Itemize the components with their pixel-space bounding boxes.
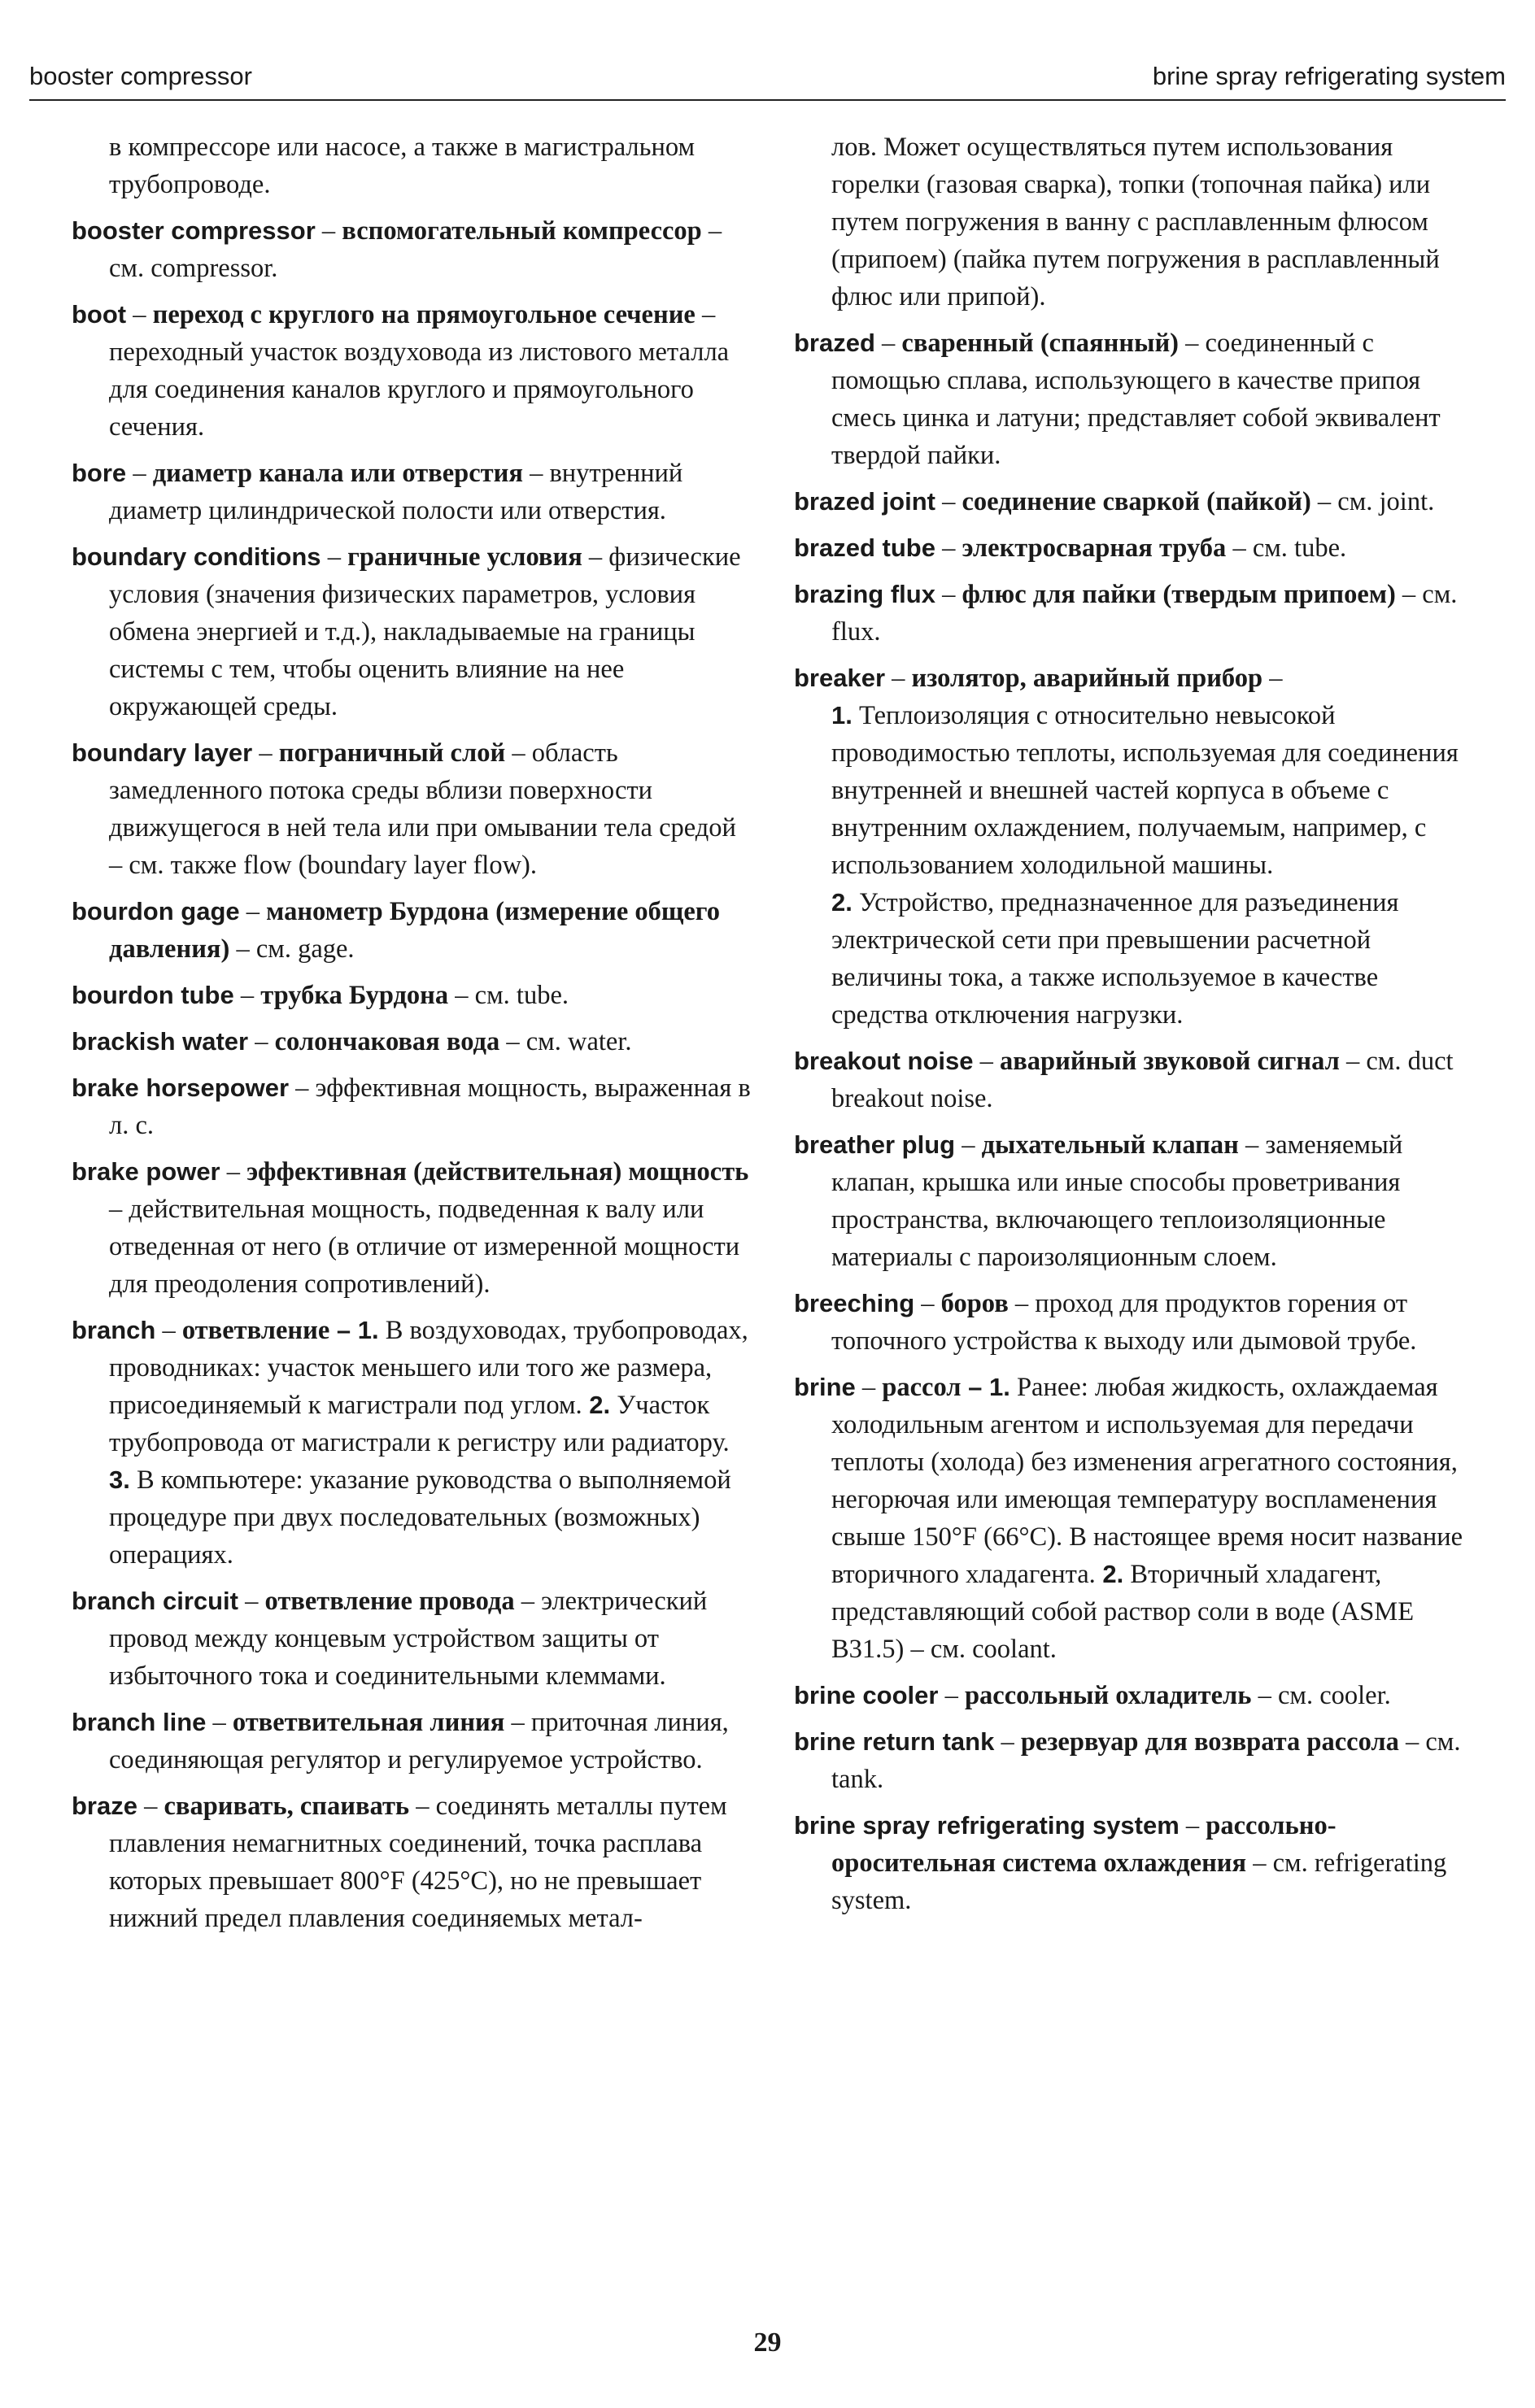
entry-definition: – соединять металлы путем плавления немагнитных соединений, точка расплава которых превышает 800°F (425°C), но не превышает нижний предел плавления соединяемых метал- (109, 1792, 727, 1933)
entry-translation: сваривать, спаивать (164, 1792, 410, 1821)
entry-term: brazed (794, 329, 875, 357)
entry-translation: ответвление провода (264, 1587, 515, 1616)
entry-separator: – (252, 738, 279, 768)
entry-term: bourdon tube (72, 981, 234, 1009)
entry-term: braze (72, 1792, 137, 1820)
dictionary-entry (72, 1787, 755, 1937)
entry-term: brackish water (72, 1027, 249, 1056)
entry-definition: – см. refrigerating system. (831, 1848, 1447, 1915)
entry-separator: – (994, 1727, 1021, 1757)
sense-number: 3. (109, 1465, 130, 1494)
entry-separator: – (315, 216, 342, 246)
entry-separator: – (935, 533, 962, 563)
entry-separator: – (126, 300, 153, 329)
entry-translation: граничные условия (347, 542, 582, 572)
entry-translation: резервуар для возврата рассола (1020, 1727, 1399, 1757)
dictionary-entry (794, 660, 1477, 1034)
entry-translation: дыхательный клапан (981, 1130, 1239, 1160)
entry-term: boot (72, 300, 127, 329)
entry-translation: флюс для пайки (твердым припоем) (962, 580, 1396, 609)
entry-separator: – (155, 1316, 182, 1345)
dictionary-entry (794, 324, 1477, 474)
entry-separator: – (1179, 1811, 1206, 1840)
entry-translation: ответвление (181, 1316, 330, 1345)
dictionary-entry (72, 893, 755, 968)
entry-translation: ответвительная линия (232, 1708, 505, 1737)
dictionary-entry (794, 1677, 1477, 1714)
dictionary-entry (794, 1043, 1477, 1117)
sense-text: Теплоизоляция с относительно невысокой проводимостью теплоты, используемая для соединения внутренней и внешней частей корпуса в объеме с внутренним охлаждением, получаемым, например, с использованием холодильной машины. (831, 701, 1459, 880)
running-head-right: brine spray refrigerating system (1152, 62, 1506, 90)
entry-translation: боров (940, 1289, 1009, 1318)
entry-term: brine spray refrigerating system (794, 1811, 1180, 1840)
entry-translation: эффективная (действительная) мощность (246, 1157, 749, 1187)
sense-number: – 1. (961, 1373, 1010, 1401)
dictionary-entry (794, 483, 1477, 520)
entry-separator: – (914, 1289, 941, 1318)
entry-translation: соединение сваркой (пайкой) (962, 487, 1311, 516)
entry-translation: солончаковая вода (274, 1027, 500, 1056)
entry-separator: – (935, 487, 962, 516)
dictionary-entry (72, 1069, 755, 1144)
right-column (794, 128, 1477, 1928)
entry-definition: – действительная мощность, подведенная к валу или отведенная от него (в отличие от измеренной мощности для преодоления сопротивлений). (109, 1195, 740, 1299)
entry-definition: – физические условия (значения физических параметров, условия обмена энергией и т.д.), накладываемые на границы системы с тем, чтобы оценить влияние на нее окружающей среды. (109, 542, 741, 721)
entry-definition: – заменяемый клапан, крышка или иные способы проветривания пространства, включающего теплоизоляционные материалы с пароизоляционным слоем. (831, 1130, 1403, 1272)
entry-definition: – см. joint. (1310, 487, 1435, 516)
entry-translation: рассол (882, 1373, 962, 1402)
entry-separator: – (248, 1027, 275, 1056)
entry-definition: – см. water. (499, 1027, 632, 1056)
dictionary-entry (72, 734, 755, 884)
entry-term: brine (794, 1373, 856, 1401)
sense-text: В воздуховодах, трубопроводах, проводниках: участок меньшего или того же размера, присоединяемый к магистрали под углом. (109, 1316, 748, 1420)
entry-definition: – проход для продуктов горения от топочного устройства к выходу или дымовой трубе. (831, 1289, 1417, 1356)
entry-term: brake horsepower (72, 1073, 290, 1102)
entry-definition: – электрический провод между концевым устройством защиты от избыточного тока и соединительными клеммами. (109, 1587, 708, 1691)
running-head-left: booster compressor (29, 62, 252, 90)
dictionary-entry (72, 1583, 755, 1695)
dictionary-entry (794, 1723, 1477, 1798)
entry-translation: электросварная труба (962, 533, 1227, 563)
dictionary-entry (72, 1153, 755, 1303)
sense-text: Вторичный хладагент, представляющий собой раствор соли в воде (ASME B31.5) – см. coolant. (831, 1560, 1415, 1664)
dictionary-entry (72, 1312, 755, 1574)
entry-separator: – (137, 1792, 164, 1821)
entry-term: bourdon gage (72, 897, 240, 925)
entry-term: branch line (72, 1708, 207, 1736)
dictionary-entry (72, 538, 755, 725)
entry-separator: – (955, 1130, 982, 1160)
entry-separator: – (126, 459, 153, 488)
entry-definition: эффективная мощность, выраженная в л. с. (109, 1073, 751, 1140)
entry-term: breather plug (794, 1130, 956, 1159)
sense-number: 2. (831, 888, 853, 917)
entry-definition: – см. tube. (448, 981, 569, 1010)
entry-definition: – см. cooler. (1251, 1681, 1391, 1710)
dictionary-entry (794, 1369, 1477, 1668)
entry-definition: – см. flux. (831, 580, 1458, 647)
entry-definition: – см. tank. (831, 1727, 1461, 1794)
dictionary-entry (794, 529, 1477, 567)
entry-translation: вспомогательный компрессор (342, 216, 702, 246)
entry-term: booster compressor (72, 216, 316, 245)
entry-separator: – (233, 981, 261, 1010)
entry-separator: – (938, 1681, 965, 1710)
header-rule (29, 99, 1506, 101)
sense-text: Ранее: любая жидкость, охлаждаемая холодильным агентом и используемая для передачи теплоты (холода) без изменения агрегатного состояния, негорючая или имеющая температуру воспламенения свыше 150°F (66°C). В настоящее время носит название вторичного хладагента. (831, 1373, 1463, 1589)
entry-translation: диаметр канала или отверстия (152, 459, 523, 488)
entry-term: brazing flux (794, 580, 935, 608)
entry-definition: – см. duct breakout noise. (831, 1047, 1454, 1113)
entry-term: brake power (72, 1157, 220, 1186)
sense-number: 2. (582, 1391, 611, 1419)
dictionary-entry (72, 1023, 755, 1060)
entry-term: brine return tank (794, 1727, 995, 1756)
entry-translation: пограничный слой (278, 738, 506, 768)
left-column (72, 128, 755, 1946)
dictionary-entry (72, 212, 755, 287)
sense-number: – 1. (329, 1316, 379, 1344)
sense-number: 1. (831, 701, 853, 729)
entry-translation: аварийный звуковой сигнал (1000, 1047, 1340, 1076)
entry-term: brine cooler (794, 1681, 939, 1709)
page-number: 29 (753, 2327, 782, 2358)
entry-translation: манометр Бурдона (измерение общего давления) (109, 897, 720, 964)
dictionary-entry (72, 1704, 755, 1779)
entry-definition: – см. tube. (1226, 533, 1347, 563)
entry-definition: – область замедленного потока среды вблизи поверхности движущегося в ней тела или при омывании тела средой – см. также flow (boundary layer flow). (109, 738, 736, 880)
entry-definition: – см. compressor. (109, 216, 722, 283)
entry-term: bore (72, 459, 127, 487)
entry-definition: – соединенный с помощью сплава, использующего в качестве припоя смесь цинка и латуни; представляет собой эквивалент твердой пайки. (831, 329, 1441, 470)
sense-text: Участок трубопровода от магистрали к регистру или радиатору. (109, 1391, 730, 1457)
dictionary-entry (794, 1285, 1477, 1360)
entry-separator: – (321, 542, 348, 572)
entry-separator: – (885, 664, 912, 693)
entry-sense (831, 884, 1477, 1034)
dictionary-entry (72, 977, 755, 1014)
entry-separator: – (220, 1157, 247, 1187)
entry-term: boundary conditions (72, 542, 321, 571)
entry-translation: сваренный (спаянный) (901, 329, 1180, 358)
dictionary-entry (72, 296, 755, 446)
sense-text: В компьютере: указание руководства о выполняемой процедуре при двух последовательных (возможных) операциях. (109, 1465, 731, 1570)
entry-translation: трубка Бурдона (260, 981, 449, 1010)
sense-text: Устройство, предназначенное для разъединения электрической сети при превышении расчетной величины тока, а также используемое в качестве средства отключения нагрузки. (831, 888, 1399, 1030)
dictionary-entry (794, 1807, 1477, 1919)
entry-definition: – см. gage. (229, 934, 355, 964)
dictionary-entry (794, 576, 1477, 651)
entry-separator: – (238, 1587, 265, 1616)
entry-definition: – (1262, 664, 1283, 693)
entry-term: brazed tube (794, 533, 935, 562)
entry-term: boundary layer (72, 738, 253, 767)
entry-separator: – (855, 1373, 883, 1402)
continuation-text: в компрессоре или насосе, а также в магистральном трубопроводе. (109, 133, 696, 199)
entry-definition: – переходный участок воздуховода из листового металла для соединения каналов круглого и прямоугольного сечения. (109, 300, 730, 442)
entry-separator: – (973, 1047, 1000, 1076)
entry-definition: – внутренний диаметр цилиндрической полости или отверстия. (109, 459, 683, 525)
entry-translation: переход с круглого на прямоугольное сечение (152, 300, 696, 329)
entry-translation: изолятор, аварийный прибор (911, 664, 1263, 693)
entry-term: branch circuit (72, 1587, 238, 1615)
entry-term: brazed joint (794, 487, 935, 516)
entry-term: breeching (794, 1289, 915, 1317)
entry-separator: – (289, 1073, 316, 1103)
continuation-text: лов. Может осуществляться путем использования горелки (газовая сварка), топки (топочная пайка) или путем погружения в ванну с расплавленным флюсом (припоем) (пайка путем погружения в расплавленный флюс или припой). (831, 133, 1440, 311)
entry-definition: – приточная линия, соединяющая регулятор и регулируемое устройство. (109, 1708, 729, 1774)
entry-sense (831, 697, 1477, 884)
entry-separator: – (206, 1708, 233, 1737)
entry-separator: – (874, 329, 902, 358)
entry-term: branch (72, 1316, 156, 1344)
entry-translation: рассольный охладитель (964, 1681, 1252, 1710)
sense-number: 2. (1095, 1560, 1124, 1588)
entry-separator: – (239, 897, 267, 926)
dictionary-entry (794, 1126, 1477, 1276)
entry-term: breakout noise (794, 1047, 974, 1075)
entry-term: breaker (794, 664, 886, 692)
dictionary-entry (72, 455, 755, 529)
entry-translation: рассольно-оросительная система охлаждения (831, 1811, 1337, 1878)
entry-separator: – (935, 580, 962, 609)
